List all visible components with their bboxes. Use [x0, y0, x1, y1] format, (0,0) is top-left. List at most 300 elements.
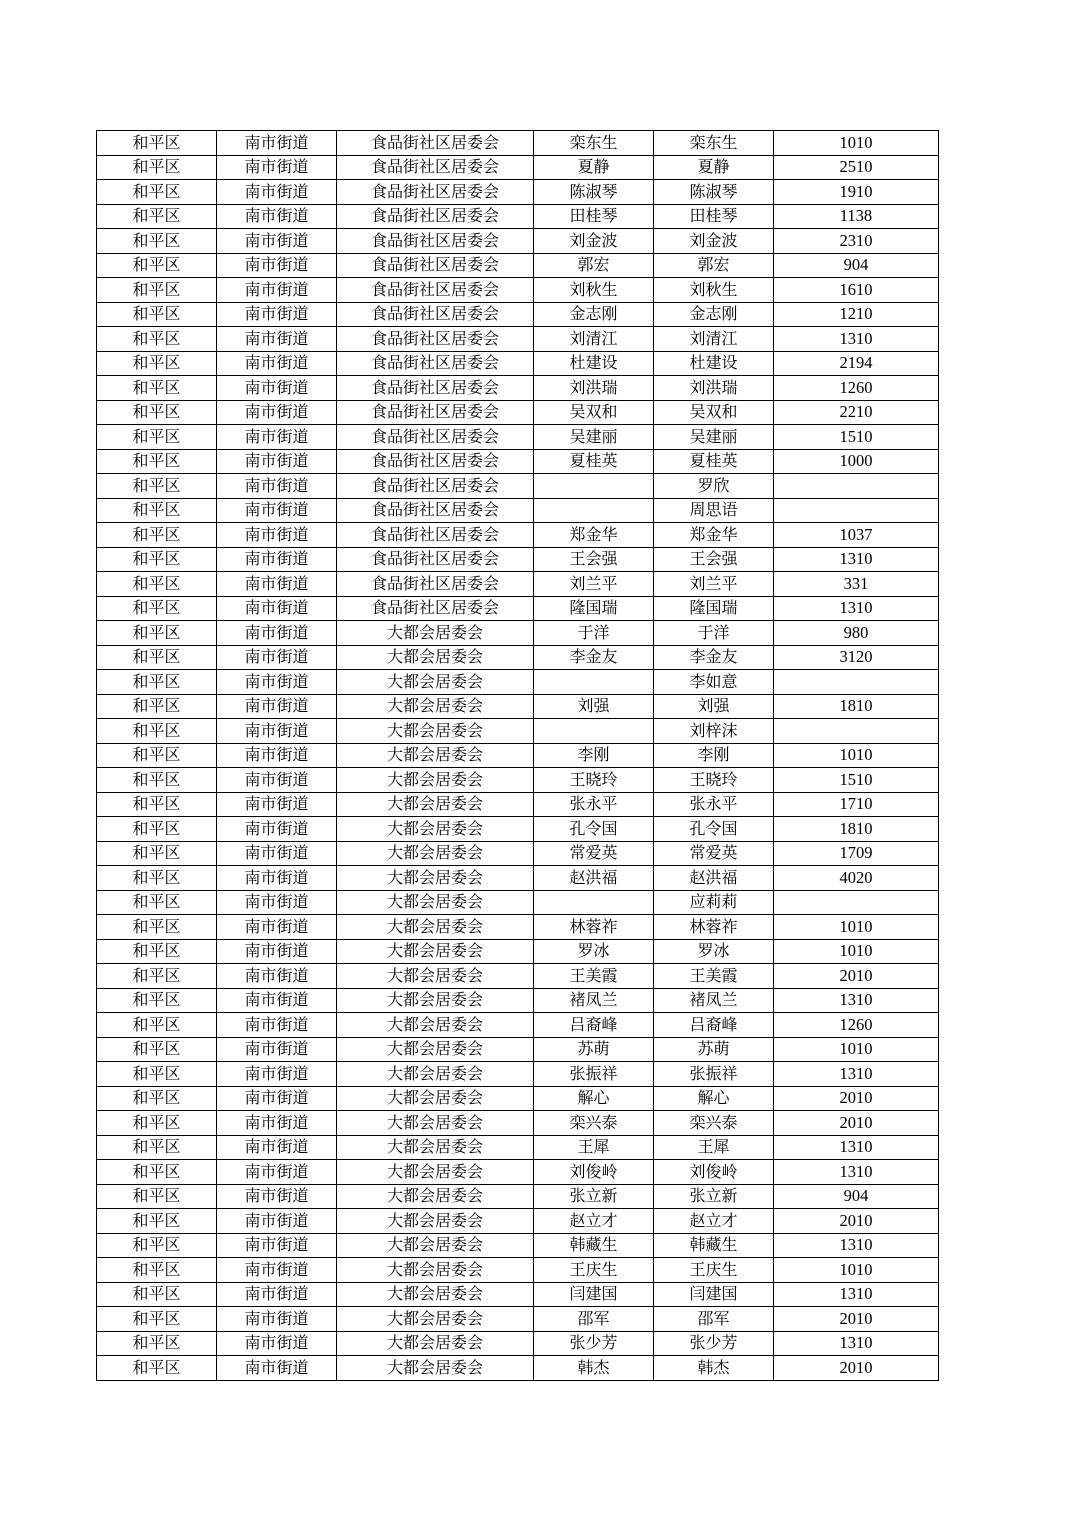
district-cell: 和平区 — [97, 1062, 217, 1087]
district-cell: 和平区 — [97, 400, 217, 425]
street-cell: 南市街道 — [217, 253, 337, 278]
recipient-cell: 刘强 — [654, 694, 774, 719]
district-cell: 和平区 — [97, 841, 217, 866]
amount-cell: 1260 — [774, 376, 939, 401]
amount-cell: 1709 — [774, 841, 939, 866]
committee-cell: 食品街社区居委会 — [337, 596, 534, 621]
amount-cell: 1010 — [774, 915, 939, 940]
district-cell: 和平区 — [97, 1184, 217, 1209]
district-cell: 和平区 — [97, 866, 217, 891]
recipient-cell: 夏桂英 — [654, 449, 774, 474]
committee-cell: 食品街社区居委会 — [337, 425, 534, 450]
table-row — [97, 327, 939, 352]
name-cell: 隆国瑞 — [534, 596, 654, 621]
amount-cell: 1510 — [774, 425, 939, 450]
recipient-cell: 刘梓沫 — [654, 719, 774, 744]
district-cell: 和平区 — [97, 204, 217, 229]
amount-cell: 2010 — [774, 1307, 939, 1332]
name-cell: 王庆生 — [534, 1258, 654, 1283]
street-cell: 南市街道 — [217, 792, 337, 817]
table-row — [97, 425, 939, 450]
recipient-cell: 张立新 — [654, 1184, 774, 1209]
table-row — [97, 302, 939, 327]
street-cell: 南市街道 — [217, 425, 337, 450]
recipient-cell: 夏静 — [654, 155, 774, 180]
street-cell: 南市街道 — [217, 1209, 337, 1234]
recipient-cell: 张永平 — [654, 792, 774, 817]
street-cell: 南市街道 — [217, 376, 337, 401]
district-cell: 和平区 — [97, 376, 217, 401]
amount-cell: 1010 — [774, 1037, 939, 1062]
district-cell: 和平区 — [97, 1160, 217, 1185]
amount-cell: 1310 — [774, 1062, 939, 1087]
name-cell: 张振祥 — [534, 1062, 654, 1087]
name-cell: 李金友 — [534, 645, 654, 670]
name-cell: 于洋 — [534, 621, 654, 646]
table-row — [97, 1111, 939, 1136]
street-cell: 南市街道 — [217, 1184, 337, 1209]
name-cell: 赵洪福 — [534, 866, 654, 891]
table-row — [97, 131, 939, 156]
table-row — [97, 1086, 939, 1111]
amount-cell: 1000 — [774, 449, 939, 474]
name-cell: 郭宏 — [534, 253, 654, 278]
street-cell: 南市街道 — [217, 1013, 337, 1038]
street-cell: 南市街道 — [217, 229, 337, 254]
street-cell: 南市街道 — [217, 351, 337, 376]
amount-cell: 1310 — [774, 1331, 939, 1356]
name-cell: 夏桂英 — [534, 449, 654, 474]
committee-cell: 食品街社区居委会 — [337, 180, 534, 205]
committee-cell: 食品街社区居委会 — [337, 302, 534, 327]
committee-cell: 大都会居委会 — [337, 1307, 534, 1332]
recipient-cell: 刘兰平 — [654, 572, 774, 597]
committee-cell: 大都会居委会 — [337, 719, 534, 744]
committee-cell: 大都会居委会 — [337, 1258, 534, 1283]
recipient-cell: 王晓玲 — [654, 768, 774, 793]
name-cell: 张少芳 — [534, 1331, 654, 1356]
committee-cell: 食品街社区居委会 — [337, 278, 534, 303]
table-row — [97, 694, 939, 719]
street-cell: 南市街道 — [217, 596, 337, 621]
committee-cell: 大都会居委会 — [337, 1356, 534, 1381]
recipient-cell: 常爱英 — [654, 841, 774, 866]
table-row — [97, 523, 939, 548]
amount-cell: 1310 — [774, 547, 939, 572]
recipient-cell: 周思语 — [654, 498, 774, 523]
committee-cell: 食品街社区居委会 — [337, 449, 534, 474]
amount-cell: 1310 — [774, 1160, 939, 1185]
recipient-cell: 陈淑琴 — [654, 180, 774, 205]
name-cell: 夏静 — [534, 155, 654, 180]
data-table — [96, 130, 939, 1381]
table-row — [97, 155, 939, 180]
recipient-cell: 王庆生 — [654, 1258, 774, 1283]
committee-cell: 大都会居委会 — [337, 645, 534, 670]
district-cell: 和平区 — [97, 1209, 217, 1234]
table-row — [97, 253, 939, 278]
committee-cell: 食品街社区居委会 — [337, 229, 534, 254]
committee-cell: 食品街社区居委会 — [337, 572, 534, 597]
district-cell: 和平区 — [97, 694, 217, 719]
street-cell: 南市街道 — [217, 621, 337, 646]
recipient-cell: 林蓉祚 — [654, 915, 774, 940]
district-cell: 和平区 — [97, 817, 217, 842]
amount-cell: 1310 — [774, 1135, 939, 1160]
table-row — [97, 474, 939, 499]
district-cell: 和平区 — [97, 572, 217, 597]
name-cell: 刘洪瑞 — [534, 376, 654, 401]
amount-cell: 2010 — [774, 964, 939, 989]
recipient-cell: 李金友 — [654, 645, 774, 670]
name-cell: 刘俊岭 — [534, 1160, 654, 1185]
table-row — [97, 229, 939, 254]
recipient-cell: 闫建国 — [654, 1282, 774, 1307]
table-row — [97, 768, 939, 793]
name-cell: 罗冰 — [534, 939, 654, 964]
recipient-cell: 吕裔峰 — [654, 1013, 774, 1038]
district-cell: 和平区 — [97, 939, 217, 964]
name-cell: 刘清江 — [534, 327, 654, 352]
recipient-cell: 郑金华 — [654, 523, 774, 548]
committee-cell: 大都会居委会 — [337, 1111, 534, 1136]
recipient-cell: 刘金波 — [654, 229, 774, 254]
name-cell: 孔令国 — [534, 817, 654, 842]
name-cell: 刘强 — [534, 694, 654, 719]
street-cell: 南市街道 — [217, 1160, 337, 1185]
amount-cell: 1010 — [774, 939, 939, 964]
table-row — [97, 645, 939, 670]
name-cell: 杜建设 — [534, 351, 654, 376]
name-cell: 田桂琴 — [534, 204, 654, 229]
name-cell: 栾东生 — [534, 131, 654, 156]
district-cell: 和平区 — [97, 302, 217, 327]
district-cell: 和平区 — [97, 988, 217, 1013]
amount-cell: 1010 — [774, 743, 939, 768]
table-row — [97, 866, 939, 891]
street-cell: 南市街道 — [217, 964, 337, 989]
amount-cell: 1138 — [774, 204, 939, 229]
committee-cell: 大都会居委会 — [337, 1233, 534, 1258]
table-row — [97, 1160, 939, 1185]
recipient-cell: 赵洪福 — [654, 866, 774, 891]
table-row — [97, 547, 939, 572]
amount-cell: 1810 — [774, 694, 939, 719]
amount-cell: 1510 — [774, 768, 939, 793]
street-cell: 南市街道 — [217, 547, 337, 572]
committee-cell: 食品街社区居委会 — [337, 523, 534, 548]
district-cell: 和平区 — [97, 768, 217, 793]
district-cell: 和平区 — [97, 743, 217, 768]
street-cell: 南市街道 — [217, 204, 337, 229]
amount-cell: 980 — [774, 621, 939, 646]
district-cell: 和平区 — [97, 278, 217, 303]
district-cell: 和平区 — [97, 498, 217, 523]
amount-cell — [774, 890, 939, 915]
recipient-cell: 苏萌 — [654, 1037, 774, 1062]
table-row — [97, 1233, 939, 1258]
street-cell: 南市街道 — [217, 1282, 337, 1307]
committee-cell: 大都会居委会 — [337, 866, 534, 891]
recipient-cell: 张振祥 — [654, 1062, 774, 1087]
name-cell: 王会强 — [534, 547, 654, 572]
table-row — [97, 1307, 939, 1332]
name-cell: 李刚 — [534, 743, 654, 768]
district-cell: 和平区 — [97, 1111, 217, 1136]
street-cell: 南市街道 — [217, 890, 337, 915]
district-cell: 和平区 — [97, 719, 217, 744]
table-row — [97, 1037, 939, 1062]
committee-cell: 大都会居委会 — [337, 743, 534, 768]
table-row — [97, 817, 939, 842]
district-cell: 和平区 — [97, 1356, 217, 1381]
recipient-cell: 张少芳 — [654, 1331, 774, 1356]
committee-cell: 大都会居委会 — [337, 1062, 534, 1087]
name-cell: 解心 — [534, 1086, 654, 1111]
recipient-cell: 邵军 — [654, 1307, 774, 1332]
committee-cell: 食品街社区居委会 — [337, 547, 534, 572]
table-row — [97, 498, 939, 523]
name-cell: 赵立才 — [534, 1209, 654, 1234]
street-cell: 南市街道 — [217, 1331, 337, 1356]
street-cell: 南市街道 — [217, 817, 337, 842]
committee-cell: 大都会居委会 — [337, 1037, 534, 1062]
table-row — [97, 719, 939, 744]
table-row — [97, 1062, 939, 1087]
table-row — [97, 792, 939, 817]
amount-cell: 2010 — [774, 1209, 939, 1234]
table-row — [97, 939, 939, 964]
committee-cell: 大都会居委会 — [337, 1135, 534, 1160]
name-cell: 郑金华 — [534, 523, 654, 548]
district-cell: 和平区 — [97, 621, 217, 646]
street-cell: 南市街道 — [217, 1307, 337, 1332]
amount-cell: 1310 — [774, 596, 939, 621]
street-cell: 南市街道 — [217, 1233, 337, 1258]
district-cell: 和平区 — [97, 351, 217, 376]
table-row — [97, 1135, 939, 1160]
district-cell: 和平区 — [97, 915, 217, 940]
recipient-cell: 金志刚 — [654, 302, 774, 327]
street-cell: 南市街道 — [217, 1356, 337, 1381]
name-cell: 闫建国 — [534, 1282, 654, 1307]
amount-cell: 904 — [774, 253, 939, 278]
district-cell: 和平区 — [97, 425, 217, 450]
amount-cell: 904 — [774, 1184, 939, 1209]
committee-cell: 大都会居委会 — [337, 1160, 534, 1185]
name-cell — [534, 890, 654, 915]
committee-cell: 大都会居委会 — [337, 1282, 534, 1307]
committee-cell: 大都会居委会 — [337, 939, 534, 964]
recipient-cell: 解心 — [654, 1086, 774, 1111]
committee-cell: 大都会居委会 — [337, 988, 534, 1013]
committee-cell: 大都会居委会 — [337, 841, 534, 866]
table-body — [97, 131, 939, 1381]
district-cell: 和平区 — [97, 180, 217, 205]
street-cell: 南市街道 — [217, 1111, 337, 1136]
amount-cell: 1010 — [774, 1258, 939, 1283]
committee-cell: 大都会居委会 — [337, 964, 534, 989]
street-cell: 南市街道 — [217, 180, 337, 205]
amount-cell: 1310 — [774, 988, 939, 1013]
street-cell: 南市街道 — [217, 670, 337, 695]
committee-cell: 大都会居委会 — [337, 621, 534, 646]
amount-cell: 4020 — [774, 866, 939, 891]
street-cell: 南市街道 — [217, 474, 337, 499]
recipient-cell: 韩藏生 — [654, 1233, 774, 1258]
street-cell: 南市街道 — [217, 155, 337, 180]
committee-cell: 食品街社区居委会 — [337, 155, 534, 180]
name-cell — [534, 498, 654, 523]
name-cell: 王犀 — [534, 1135, 654, 1160]
recipient-cell: 李刚 — [654, 743, 774, 768]
table-row — [97, 1331, 939, 1356]
district-cell: 和平区 — [97, 964, 217, 989]
street-cell: 南市街道 — [217, 1086, 337, 1111]
table-row — [97, 621, 939, 646]
name-cell: 张立新 — [534, 1184, 654, 1209]
street-cell: 南市街道 — [217, 327, 337, 352]
committee-cell: 食品街社区居委会 — [337, 253, 534, 278]
table-row — [97, 376, 939, 401]
name-cell: 张永平 — [534, 792, 654, 817]
recipient-cell: 隆国瑞 — [654, 596, 774, 621]
street-cell: 南市街道 — [217, 719, 337, 744]
table-row — [97, 596, 939, 621]
district-cell: 和平区 — [97, 547, 217, 572]
district-cell: 和平区 — [97, 1233, 217, 1258]
street-cell: 南市街道 — [217, 988, 337, 1013]
table-row — [97, 572, 939, 597]
committee-cell: 食品街社区居委会 — [337, 204, 534, 229]
committee-cell: 食品街社区居委会 — [337, 327, 534, 352]
amount-cell: 3120 — [774, 645, 939, 670]
name-cell — [534, 474, 654, 499]
recipient-cell: 罗欣 — [654, 474, 774, 499]
district-cell: 和平区 — [97, 1013, 217, 1038]
amount-cell: 1037 — [774, 523, 939, 548]
committee-cell: 食品街社区居委会 — [337, 474, 534, 499]
recipient-cell: 刘俊岭 — [654, 1160, 774, 1185]
table-row — [97, 1282, 939, 1307]
table-row — [97, 400, 939, 425]
street-cell: 南市街道 — [217, 694, 337, 719]
name-cell: 吴建丽 — [534, 425, 654, 450]
recipient-cell: 吴双和 — [654, 400, 774, 425]
district-cell: 和平区 — [97, 474, 217, 499]
street-cell: 南市街道 — [217, 1135, 337, 1160]
table-row — [97, 915, 939, 940]
committee-cell: 食品街社区居委会 — [337, 400, 534, 425]
table-row — [97, 1013, 939, 1038]
amount-cell: 1710 — [774, 792, 939, 817]
name-cell: 刘金波 — [534, 229, 654, 254]
name-cell: 韩藏生 — [534, 1233, 654, 1258]
committee-cell: 食品街社区居委会 — [337, 351, 534, 376]
table-row — [97, 670, 939, 695]
table-row — [97, 1184, 939, 1209]
committee-cell: 大都会居委会 — [337, 817, 534, 842]
street-cell: 南市街道 — [217, 866, 337, 891]
table-row — [97, 841, 939, 866]
district-cell: 和平区 — [97, 1135, 217, 1160]
district-cell: 和平区 — [97, 596, 217, 621]
committee-cell: 大都会居委会 — [337, 1209, 534, 1234]
district-cell: 和平区 — [97, 449, 217, 474]
amount-cell: 2010 — [774, 1086, 939, 1111]
recipient-cell: 吴建丽 — [654, 425, 774, 450]
recipient-cell: 王犀 — [654, 1135, 774, 1160]
district-cell: 和平区 — [97, 1331, 217, 1356]
amount-cell — [774, 719, 939, 744]
district-cell: 和平区 — [97, 131, 217, 156]
district-cell: 和平区 — [97, 229, 217, 254]
district-cell: 和平区 — [97, 645, 217, 670]
street-cell: 南市街道 — [217, 645, 337, 670]
amount-cell: 1210 — [774, 302, 939, 327]
name-cell: 韩杰 — [534, 1356, 654, 1381]
committee-cell: 大都会居委会 — [337, 915, 534, 940]
district-cell: 和平区 — [97, 1086, 217, 1111]
table-row — [97, 449, 939, 474]
name-cell: 常爱英 — [534, 841, 654, 866]
street-cell: 南市街道 — [217, 1062, 337, 1087]
committee-cell: 大都会居委会 — [337, 694, 534, 719]
table-row — [97, 1209, 939, 1234]
amount-cell: 2510 — [774, 155, 939, 180]
committee-cell: 大都会居委会 — [337, 1013, 534, 1038]
table-row — [97, 351, 939, 376]
name-cell: 金志刚 — [534, 302, 654, 327]
district-cell: 和平区 — [97, 792, 217, 817]
recipient-cell: 王美霞 — [654, 964, 774, 989]
amount-cell: 331 — [774, 572, 939, 597]
recipient-cell: 韩杰 — [654, 1356, 774, 1381]
name-cell: 林蓉祚 — [534, 915, 654, 940]
committee-cell: 大都会居委会 — [337, 890, 534, 915]
street-cell: 南市街道 — [217, 498, 337, 523]
recipient-cell: 田桂琴 — [654, 204, 774, 229]
district-cell: 和平区 — [97, 523, 217, 548]
name-cell: 吴双和 — [534, 400, 654, 425]
recipient-cell: 于洋 — [654, 621, 774, 646]
district-cell: 和平区 — [97, 1037, 217, 1062]
street-cell: 南市街道 — [217, 131, 337, 156]
recipient-cell: 刘洪瑞 — [654, 376, 774, 401]
street-cell: 南市街道 — [217, 743, 337, 768]
district-cell: 和平区 — [97, 1258, 217, 1283]
amount-cell — [774, 670, 939, 695]
recipient-cell: 应莉莉 — [654, 890, 774, 915]
district-cell: 和平区 — [97, 1282, 217, 1307]
district-cell: 和平区 — [97, 253, 217, 278]
amount-cell — [774, 498, 939, 523]
street-cell: 南市街道 — [217, 768, 337, 793]
district-cell: 和平区 — [97, 327, 217, 352]
district-cell: 和平区 — [97, 890, 217, 915]
street-cell: 南市街道 — [217, 1258, 337, 1283]
recipient-cell: 刘清江 — [654, 327, 774, 352]
recipient-cell: 杜建设 — [654, 351, 774, 376]
street-cell: 南市街道 — [217, 449, 337, 474]
recipient-cell: 王会强 — [654, 547, 774, 572]
street-cell: 南市街道 — [217, 939, 337, 964]
recipient-cell: 赵立才 — [654, 1209, 774, 1234]
recipient-cell: 罗冰 — [654, 939, 774, 964]
recipient-cell: 孔令国 — [654, 817, 774, 842]
name-cell: 邵军 — [534, 1307, 654, 1332]
recipient-cell: 褚凤兰 — [654, 988, 774, 1013]
